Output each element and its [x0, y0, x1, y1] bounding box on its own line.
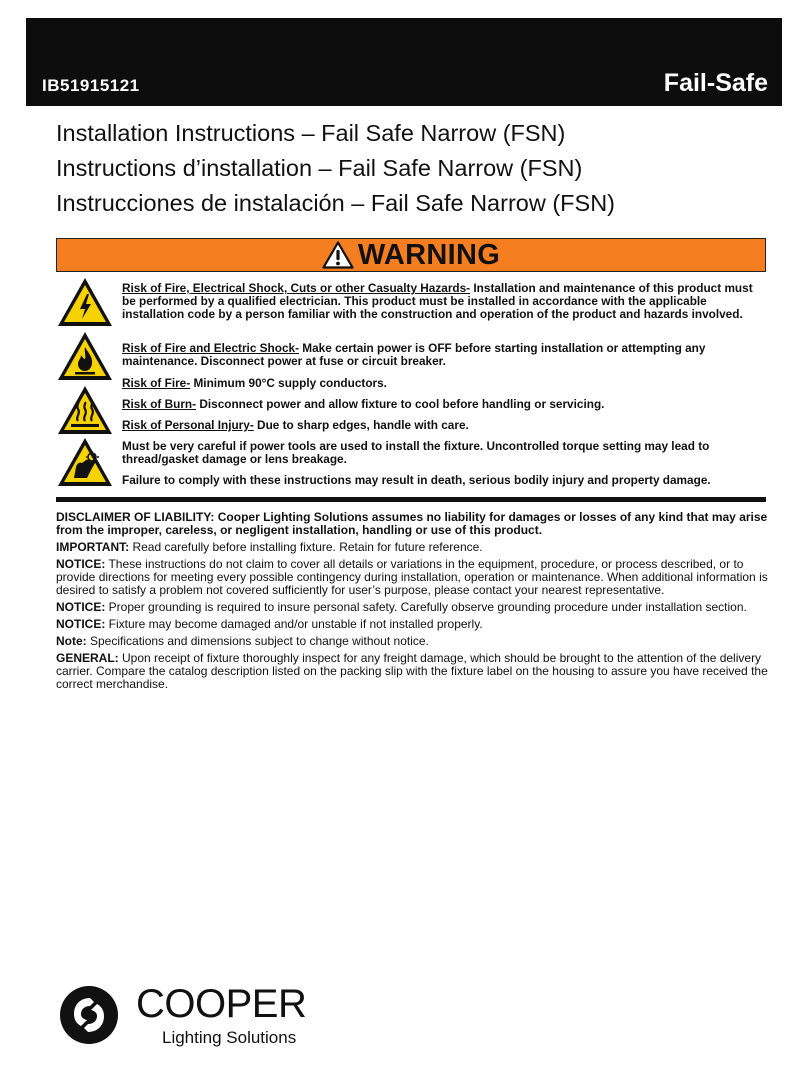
document-id: IB51915121 [42, 76, 140, 95]
electric-shock-icon [56, 276, 114, 328]
notice-paragraph [56, 618, 768, 631]
cooper-logo-mark-icon [56, 984, 122, 1046]
logo-tagline: Lighting Solutions [162, 1028, 297, 1047]
title-english: Installation Instructions – Fail Safe Narrow (FSN) [56, 120, 566, 146]
hand-injury-icon [56, 436, 114, 488]
notice-paragraph [56, 652, 768, 691]
fire-hazard-icon [56, 330, 114, 382]
hot-surface-icon [56, 384, 114, 436]
notice-paragraph [56, 601, 768, 614]
disclaimer-paragraph: DISCLAIMER OF LIABILITY: Cooper Lighting Solutions assumes no liability for damages or losses of any kind that may arise from the improper, careless, or negligent installation, handling or use of this product. [56, 510, 768, 537]
body-notices [56, 511, 768, 695]
hazard-lead: Risk of Burn- [122, 397, 197, 411]
hazard-item [122, 398, 768, 411]
hazard-item [122, 282, 768, 321]
cooper-logo [56, 984, 336, 1050]
title-block [56, 116, 776, 221]
notice-text: Upon receipt of fixture thoroughly inspect for any freight damage, which should be brought to the attention of the delivery carrier. Compare the catalog description listed on the packing slip with the fixture label on the housing to assure you have received the correct merchandise. [56, 651, 768, 691]
warning-triangle-icon [322, 241, 354, 269]
notice-label: Note: [56, 634, 87, 648]
hazard-text: Installation and maintenance of this product must be performed by a qualified electrician. This product must be installed in accordance with the applicable installation code by a person familiar with the construction and operation of the product and hazards involved. [122, 281, 753, 321]
hazard-item [122, 474, 768, 487]
section-divider [56, 497, 766, 502]
warning-banner [56, 238, 766, 272]
hazard-lead: Risk of Fire- [122, 376, 191, 390]
notice-label: NOTICE: [56, 617, 106, 631]
hazard-lead: Risk of Personal Injury- [122, 418, 254, 432]
hazard-text: Minimum 90°C supply conductors. [190, 376, 387, 390]
notice-paragraph [56, 635, 768, 648]
notice-label: GENERAL: [56, 651, 119, 665]
hazard-lead: Risk of Fire, Electrical Shock, Cuts or other Casualty Hazards- [122, 281, 471, 295]
hazard-text: Disconnect power and allow fixture to cool before handling or servicing. [196, 397, 605, 411]
notice-text: Specifications and dimensions subject to change without notice. [86, 634, 429, 648]
notice-paragraph [56, 558, 768, 597]
notice-text: Read carefully before installing fixture. Retain for future reference. [129, 540, 483, 554]
hazard-item [122, 377, 768, 390]
notice-paragraph [56, 541, 768, 554]
header-bar [26, 18, 782, 106]
product-brand: Fail-Safe [663, 69, 768, 97]
notice-text: Fixture may become damaged and/or unstable if not installed properly. [105, 617, 483, 631]
hazard-item [122, 440, 768, 466]
hazard-text: Failure to comply with these instructions may result in death, serious bodily injury and property damage. [122, 473, 711, 487]
hazard-text: Must be very careful if power tools are used to install the fixture. Uncontrolled torque setting may lead to thread/gasket damage or lens breakage. [122, 439, 710, 466]
hazard-item [122, 419, 768, 432]
hazard-text: Make certain power is OFF before starting installation or attempting any maintenance. Disconnect power at fuse or circuit breaker. [122, 341, 706, 368]
hazard-lead: Risk of Fire and Electric Shock- [122, 341, 300, 355]
hazard-text: Due to sharp edges, handle with care. [253, 418, 469, 432]
notice-label: NOTICE: [56, 557, 106, 571]
notice-text: Proper grounding is required to insure personal safety. Carefully observe grounding procedure under installation section. [105, 600, 747, 614]
title-french: Instructions d’installation – Fail Safe Narrow (FSN) [56, 155, 583, 181]
notice-text: These instructions do not claim to cover all details or variations in the equipment, procedure, or process described, or to provide directions for meeting every possible contingency during installation, operation or maintenance. When additional information is desired to satisfy a problem not covered sufficiently for user’s purpose, please contact your nearest representative. [56, 557, 768, 597]
warning-title: WARNING [357, 238, 501, 271]
hazard-item [122, 342, 768, 368]
title-spanish: Instrucciones de instalación – Fail Safe Narrow (FSN) [56, 190, 615, 216]
notice-label: NOTICE: [56, 600, 106, 614]
notice-label: IMPORTANT: [56, 540, 130, 554]
logo-wordmark: COOPER [136, 982, 307, 1026]
